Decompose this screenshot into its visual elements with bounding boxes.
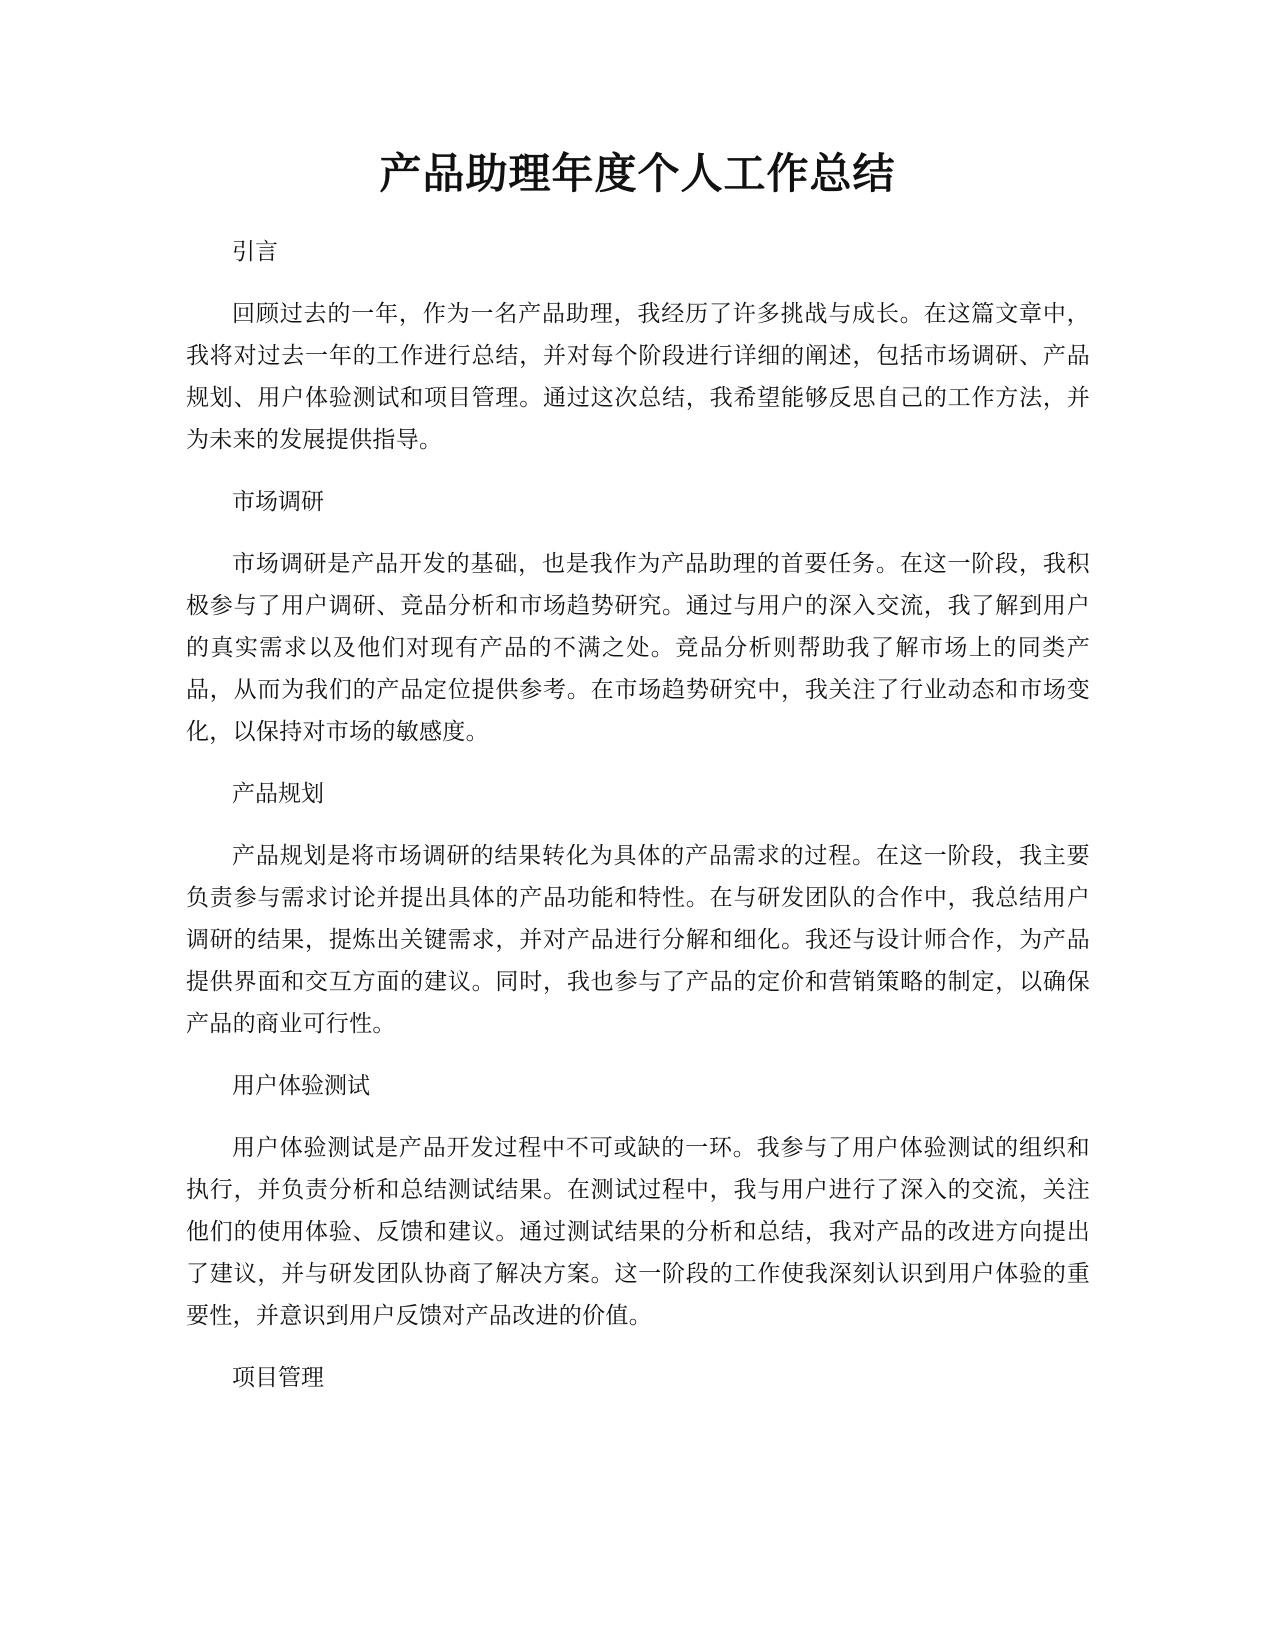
section-heading-intro: 引言: [232, 239, 278, 265]
section-paragraph-intro: 回顾过去的一年，作为一名产品助理，我经历了许多挑战与成长。在这篇文章中，我将对过去一年的工作进行总结，并对每个阶段进行详细的阐述，包括市场调研、产品规划、用户体验测试和项目管理。通过这次总结，我希望能够反思自己的工作方法，并为未来的发展提供指导。: [186, 301, 1090, 453]
section-paragraph-ux-testing: 用户体验测试是产品开发过程中不可或缺的一环。我参与了用户体验测试的组织和执行，并负责分析和总结测试结果。在测试过程中，我与用户进行了深入的交流，关注他们的使用体验、反馈和建议。通过测试结果的分析和总结，我对产品的改进方向提出了建议，并与研发团队协商了解决方案。这一阶段的工作使我深刻认识到用户体验的重要性，并意识到用户反馈对产品改进的价值。: [186, 1135, 1090, 1329]
section-heading-project-management: 项目管理: [232, 1365, 324, 1391]
document-body: [186, 231, 1090, 1419]
section-heading-product-planning: 产品规划: [232, 781, 324, 807]
section-paragraph-market-research: 市场调研是产品开发的基础，也是我作为产品助理的首要任务。在这一阶段，我积极参与了用户调研、竞品分析和市场趋势研究。通过与用户的深入交流，我了解到用户的真实需求以及他们对现有产品的不满之处。竞品分析则帮助我了解市场上的同类产品，从而为我们的产品定位提供参考。在市场趋势研究中，我关注了行业动态和市场变化，以保持对市场的敏感度。: [186, 551, 1090, 745]
section-paragraph-product-planning: 产品规划是将市场调研的结果转化为具体的产品需求的过程。在这一阶段，我主要负责参与需求讨论并提出具体的产品功能和特性。在与研发团队的合作中，我总结用户调研的结果，提炼出关键需求，并对产品进行分解和细化。我还与设计师合作，为产品提供界面和交互方面的建议。同时，我也参与了产品的定价和营销策略的制定，以确保产品的商业可行性。: [186, 843, 1090, 1037]
section-heading-market-research: 市场调研: [232, 489, 324, 515]
document-title: 产品助理年度个人工作总结: [379, 149, 896, 198]
section-heading-ux-testing: 用户体验测试: [232, 1073, 370, 1099]
